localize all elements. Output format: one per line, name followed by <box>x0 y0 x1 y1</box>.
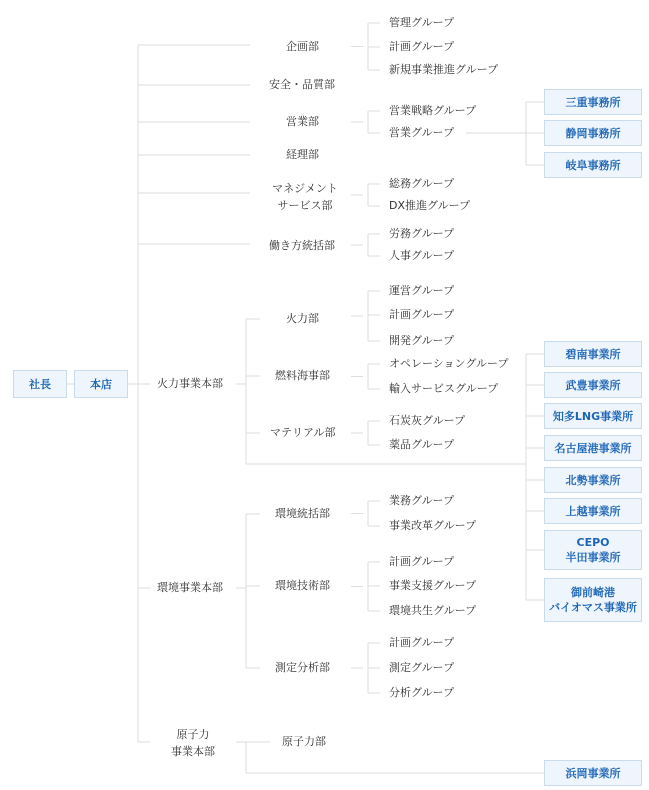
group-label: 開発グループ <box>389 334 455 347</box>
dept-kankyo-gijutsu: 環境技術部 <box>275 579 330 592</box>
group-label: 薬品グループ <box>389 438 455 451</box>
office-box-taketoyo: 武豊事業所 <box>544 372 642 398</box>
dept-kankyo-tokatsu: 環境統括部 <box>275 507 330 520</box>
office-box-omaezakiko-biomass: 御前崎港 バイオマス事業所 <box>544 578 642 622</box>
dept-anzen-hinshitsu: 安全・品質部 <box>269 78 335 91</box>
group-label: 計画グループ <box>389 308 455 321</box>
dept-genshiryoku: 原子力部 <box>282 735 326 748</box>
group-label: 新規事業推進グループ <box>389 63 499 76</box>
group-label: 営業グループ <box>389 126 455 139</box>
group-label: 石炭灰グループ <box>389 414 466 427</box>
division-environment: 環境事業本部 <box>157 581 223 594</box>
dept-management-service: マネジメント サービス部 <box>272 182 338 212</box>
dept-karyoku: 火力部 <box>286 312 319 325</box>
group-label: 労務グループ <box>389 227 455 240</box>
group-label: 分析グループ <box>389 686 455 699</box>
office-box-chita-lng: 知多LNG事業所 <box>544 403 642 429</box>
group-label: 計画グループ <box>389 555 455 568</box>
division-thermal: 火力事業本部 <box>157 377 223 390</box>
president-box: 社長 <box>13 370 67 398</box>
dept-hatarakikata: 働き方統括部 <box>269 239 335 252</box>
group-label: 輸入サービスグループ <box>389 382 499 395</box>
group-label: 業務グループ <box>389 494 455 507</box>
division-nuclear: 原子力 事業本部 <box>171 728 215 758</box>
group-label: 事業改革グループ <box>389 519 477 532</box>
group-label: 管理グループ <box>389 16 455 29</box>
group-label: 運営グループ <box>389 284 455 297</box>
dept-keiri: 経理部 <box>286 148 319 161</box>
office-box-gifu: 岐阜事務所 <box>544 152 642 178</box>
head-office-box: 本店 <box>74 370 128 398</box>
group-label: 営業戦略グループ <box>389 104 477 117</box>
dept-material: マテリアル部 <box>270 426 336 439</box>
group-label: 環境共生グループ <box>389 604 477 617</box>
group-label: 計画グループ <box>389 636 455 649</box>
dept-kikaku: 企画部 <box>286 40 319 53</box>
office-box-hokusei: 北勢事業所 <box>544 467 642 493</box>
dept-eigyo: 営業部 <box>286 115 319 128</box>
group-label: 総務グループ <box>389 177 455 190</box>
office-box-shizuoka: 静岡事務所 <box>544 120 642 146</box>
group-label: 測定グループ <box>389 661 455 674</box>
office-box-nagoyako: 名古屋港事業所 <box>544 435 642 461</box>
group-label: オペレーショングループ <box>389 357 509 370</box>
group-label: 人事グループ <box>389 249 455 262</box>
group-label: 計画グループ <box>389 40 455 53</box>
office-box-hamaoka: 浜岡事業所 <box>544 760 642 786</box>
dept-nenryo-kaiji: 燃料海事部 <box>275 369 330 382</box>
group-label: 事業支援グループ <box>389 579 477 592</box>
office-box-mie: 三重事務所 <box>544 89 642 115</box>
office-box-cepo-handa: CEPO 半田事業所 <box>544 530 642 570</box>
office-box-joetsu: 上越事業所 <box>544 498 642 524</box>
office-box-hekinan: 碧南事業所 <box>544 341 642 367</box>
group-label: DX推進グループ <box>389 199 471 212</box>
dept-sokutei-bunseki: 測定分析部 <box>275 661 330 674</box>
